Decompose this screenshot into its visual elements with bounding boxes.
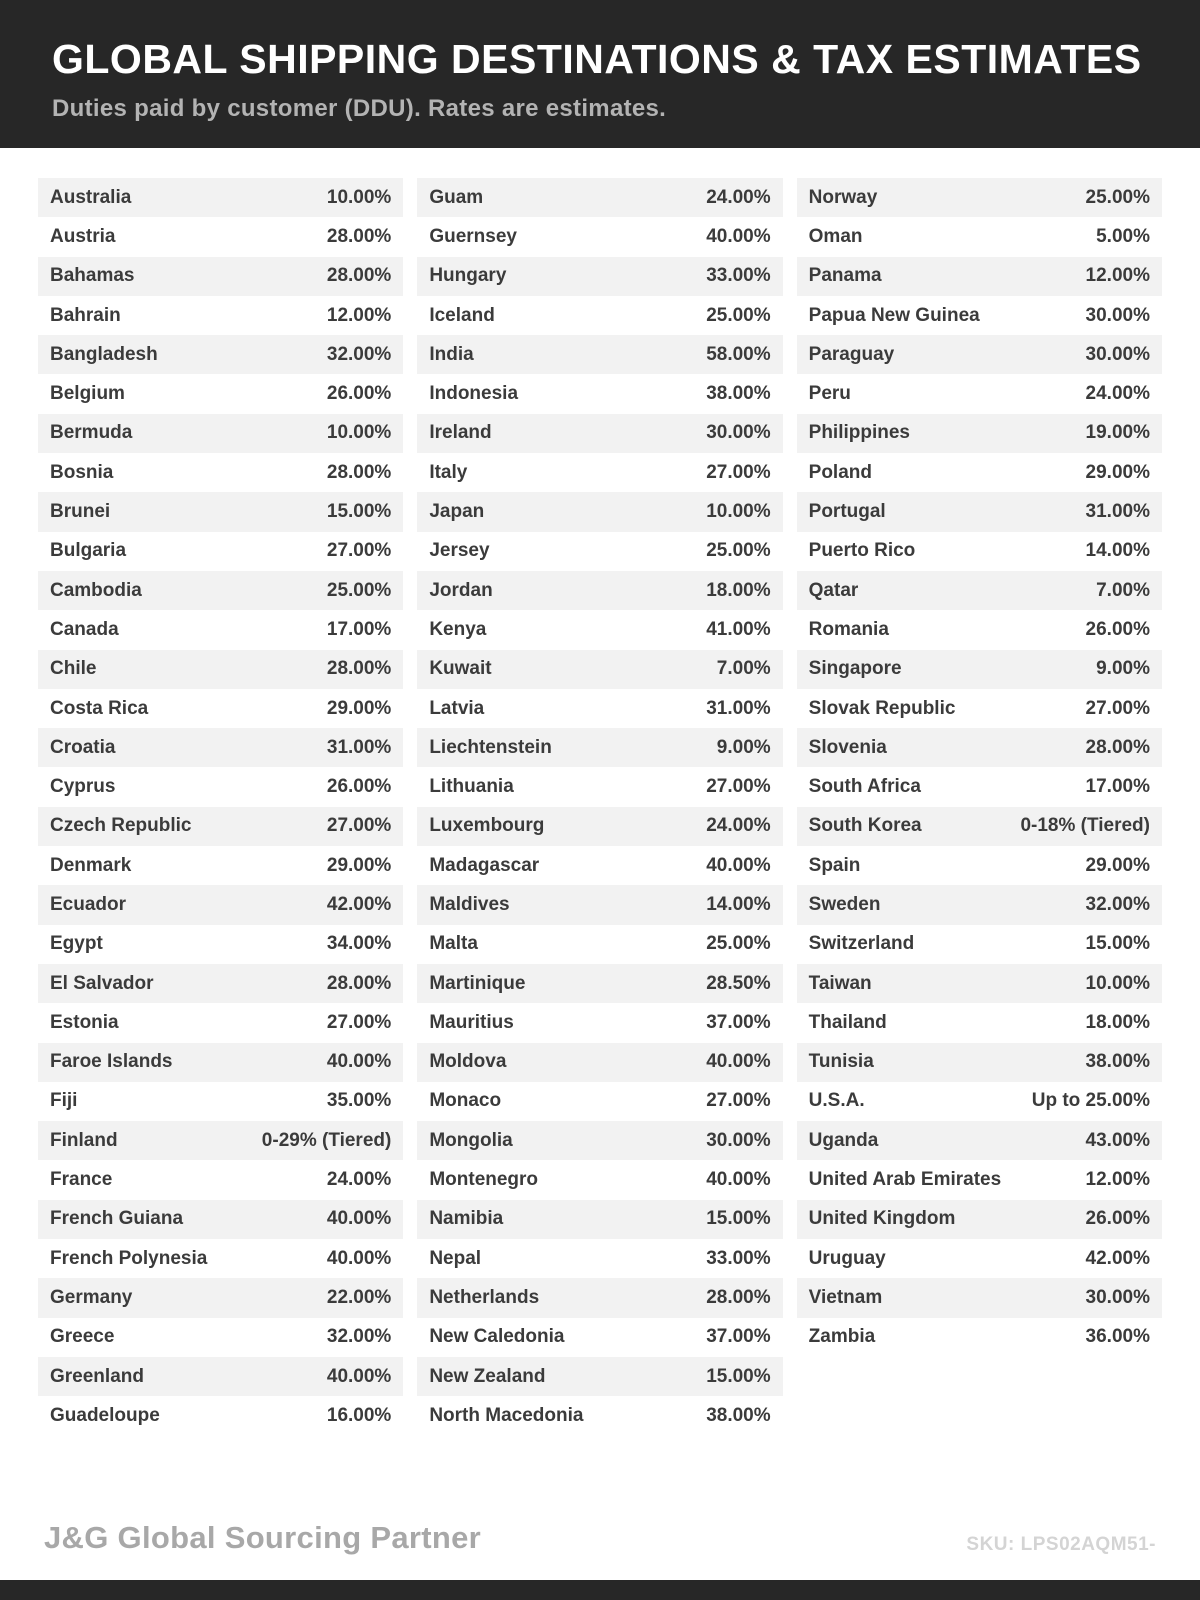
table-row — [417, 1121, 782, 1160]
table-row — [38, 1200, 403, 1239]
tax-rate: 29.00% — [326, 854, 392, 876]
country-name: Singapore — [808, 658, 902, 680]
country-name: El Salvador — [50, 972, 154, 994]
country-name: South Africa — [808, 776, 921, 798]
tax-rate: 25.00% — [706, 304, 771, 326]
tax-rate: 26.00% — [1085, 1208, 1150, 1230]
tax-rate: 9.00% — [1096, 658, 1150, 680]
country-name: Costa Rica — [50, 697, 149, 719]
country-name: Cambodia — [50, 579, 142, 601]
tax-rate: 14.00% — [706, 893, 771, 915]
country-name: Brunei — [50, 501, 111, 523]
table-row — [38, 1160, 403, 1199]
table-row — [38, 257, 403, 296]
country-name: Paraguay — [808, 343, 895, 365]
table-row — [38, 296, 403, 335]
table-row — [38, 492, 403, 531]
tax-rate: 17.00% — [1085, 776, 1150, 798]
tax-rate: 40.00% — [706, 854, 771, 876]
table-row — [797, 767, 1162, 806]
country-name: Montenegro — [429, 1169, 539, 1191]
country-name: Germany — [50, 1286, 133, 1308]
tax-rate: 30.00% — [1085, 1286, 1150, 1308]
country-name: French Polynesia — [50, 1247, 208, 1269]
tax-rate: 26.00% — [326, 383, 392, 405]
country-name: North Macedonia — [429, 1404, 584, 1426]
bottom-bar — [0, 1580, 1200, 1600]
tax-rate: 24.00% — [326, 1169, 392, 1191]
country-name: Faroe Islands — [50, 1051, 173, 1073]
country-name: French Guiana — [50, 1208, 184, 1230]
table-row — [38, 1003, 403, 1042]
tax-rate: 28.00% — [326, 265, 392, 287]
tax-rate: 22.00% — [326, 1286, 392, 1308]
country-name: New Zealand — [429, 1365, 546, 1387]
tax-rate: 12.00% — [326, 304, 392, 326]
table-row — [797, 885, 1162, 924]
tax-rate: 27.00% — [706, 461, 771, 483]
country-name: Spain — [808, 854, 861, 876]
tax-rate: 10.00% — [326, 186, 392, 208]
rate-column — [417, 178, 782, 1436]
country-name: Madagascar — [429, 854, 540, 876]
tax-rate: 28.00% — [326, 972, 392, 994]
rate-column — [38, 178, 403, 1436]
table-row — [38, 1043, 403, 1082]
tax-rate: 7.00% — [1096, 579, 1150, 601]
tax-rate: 40.00% — [326, 1365, 392, 1387]
country-name: Czech Republic — [50, 815, 192, 837]
tax-rate: 40.00% — [706, 225, 771, 247]
country-name: Portugal — [808, 501, 886, 523]
table-row — [797, 964, 1162, 1003]
tax-rate: 31.00% — [1085, 501, 1150, 523]
table-row — [417, 178, 782, 217]
tax-rate: 25.00% — [1085, 186, 1150, 208]
table-row — [417, 1160, 782, 1199]
table-row — [797, 1043, 1162, 1082]
table-row — [417, 925, 782, 964]
country-name: Greece — [50, 1326, 115, 1348]
table-row — [417, 807, 782, 846]
country-name: Ecuador — [50, 893, 127, 915]
table-row — [417, 728, 782, 767]
country-name: Nepal — [429, 1247, 482, 1269]
table-row — [797, 296, 1162, 335]
page-title: GLOBAL SHIPPING DESTINATIONS & TAX ESTIMATES — [52, 36, 1142, 82]
country-name: Greenland — [50, 1365, 144, 1387]
tax-rate: 37.00% — [706, 1011, 771, 1033]
table-row — [797, 1160, 1162, 1199]
tax-rate: 28.00% — [706, 1286, 771, 1308]
tax-rate: 28.00% — [326, 461, 392, 483]
table-row — [38, 532, 403, 571]
country-name: Moldova — [429, 1051, 507, 1073]
table-row — [38, 689, 403, 728]
tax-rate: 16.00% — [326, 1404, 392, 1426]
country-name: Namibia — [429, 1208, 504, 1230]
country-name: Egypt — [50, 933, 103, 955]
table-row — [797, 728, 1162, 767]
table-row — [38, 728, 403, 767]
table-row — [38, 650, 403, 689]
tax-rate: 15.00% — [706, 1208, 771, 1230]
tax-rate: 9.00% — [716, 736, 771, 758]
country-name: Bahamas — [50, 265, 135, 287]
tax-rate: 12.00% — [1085, 265, 1150, 287]
tax-rate: 29.00% — [1085, 854, 1150, 876]
country-name: Monaco — [429, 1090, 502, 1112]
country-name: Maldives — [429, 893, 510, 915]
country-name: Lithuania — [429, 776, 514, 798]
rates-table — [0, 148, 1200, 1436]
tax-rate: 27.00% — [1085, 697, 1150, 719]
country-name: Kuwait — [429, 658, 492, 680]
table-row — [38, 374, 403, 413]
table-row — [417, 217, 782, 256]
country-name: Switzerland — [808, 933, 915, 955]
country-name: Slovak Republic — [808, 697, 956, 719]
table-row — [797, 650, 1162, 689]
tax-rate: 40.00% — [326, 1208, 392, 1230]
footer — [44, 1520, 1156, 1556]
country-name: Papua New Guinea — [808, 304, 980, 326]
tax-rate: 32.00% — [326, 1326, 392, 1348]
tax-rate: 31.00% — [326, 736, 392, 758]
tax-rate: 58.00% — [706, 343, 771, 365]
country-name: Norway — [808, 186, 878, 208]
table-row — [797, 1121, 1162, 1160]
tax-rate: 42.00% — [326, 893, 392, 915]
table-row — [38, 925, 403, 964]
country-name: Japan — [429, 501, 485, 523]
tax-rate: 30.00% — [706, 422, 771, 444]
country-name: Estonia — [50, 1011, 119, 1033]
country-name: Oman — [808, 225, 863, 247]
tax-rate: 24.00% — [706, 186, 771, 208]
country-name: Hungary — [429, 265, 507, 287]
country-name: Finland — [50, 1129, 118, 1151]
tax-rate: 41.00% — [706, 618, 771, 640]
tax-rate: 19.00% — [1085, 422, 1150, 444]
table-row — [417, 1278, 782, 1317]
tax-rate: 17.00% — [326, 618, 392, 640]
table-row — [797, 1278, 1162, 1317]
country-name: Uruguay — [808, 1247, 886, 1269]
country-name: Sweden — [808, 893, 881, 915]
tax-rate: 5.00% — [1096, 225, 1150, 247]
table-row — [38, 846, 403, 885]
country-name: Guadeloupe — [50, 1404, 160, 1426]
tax-rate: 32.00% — [1085, 893, 1150, 915]
country-name: Bosnia — [50, 461, 114, 483]
country-name: Indonesia — [429, 383, 519, 405]
country-name: France — [50, 1169, 113, 1191]
tax-rate: 14.00% — [1085, 540, 1150, 562]
tax-rate: 32.00% — [326, 343, 392, 365]
table-row — [797, 1082, 1162, 1121]
tax-rate: 27.00% — [706, 1090, 771, 1112]
table-row — [417, 1396, 782, 1435]
country-name: Peru — [808, 383, 851, 405]
table-row — [417, 571, 782, 610]
table-row — [38, 885, 403, 924]
tax-rate: 36.00% — [1085, 1326, 1150, 1348]
table-row — [38, 335, 403, 374]
country-name: Martinique — [429, 972, 526, 994]
table-row — [417, 1043, 782, 1082]
country-name: Latvia — [429, 697, 485, 719]
country-name: Bangladesh — [50, 343, 158, 365]
country-name: Fiji — [50, 1090, 78, 1112]
tax-rate: 25.00% — [706, 540, 771, 562]
tax-rate: 28.00% — [1085, 736, 1150, 758]
tax-rate: 12.00% — [1085, 1169, 1150, 1191]
country-name: Mauritius — [429, 1011, 514, 1033]
table-row — [797, 217, 1162, 256]
table-row — [38, 1082, 403, 1121]
table-row — [417, 335, 782, 374]
tax-rate: 27.00% — [326, 540, 392, 562]
tax-rate: 33.00% — [706, 265, 771, 287]
country-name: Jordan — [429, 579, 493, 601]
table-row — [417, 257, 782, 296]
table-row — [797, 807, 1162, 846]
tax-rate: 40.00% — [326, 1247, 392, 1269]
tax-rate: 34.00% — [326, 933, 392, 955]
table-row — [797, 374, 1162, 413]
table-row — [417, 492, 782, 531]
tax-rate: 27.00% — [706, 776, 771, 798]
tax-rate: 38.00% — [1085, 1051, 1150, 1073]
country-name: South Korea — [808, 815, 922, 837]
country-name: Luxembourg — [429, 815, 545, 837]
tax-rate: 37.00% — [706, 1326, 771, 1348]
tax-rate: 40.00% — [706, 1051, 771, 1073]
country-name: Zambia — [808, 1326, 876, 1348]
tax-rate: 35.00% — [326, 1090, 392, 1112]
table-row — [797, 689, 1162, 728]
table-row — [38, 1278, 403, 1317]
country-name: Chile — [50, 658, 97, 680]
table-row — [417, 414, 782, 453]
table-row — [38, 1121, 403, 1160]
tax-rate: 18.00% — [706, 579, 771, 601]
country-name: Taiwan — [808, 972, 872, 994]
tax-rate: 25.00% — [326, 579, 392, 601]
tax-rate: 28.00% — [326, 225, 392, 247]
table-row — [797, 925, 1162, 964]
country-name: Netherlands — [429, 1286, 540, 1308]
country-name: Iceland — [429, 304, 495, 326]
table-row — [797, 414, 1162, 453]
tax-rate: 25.00% — [706, 933, 771, 955]
table-row — [38, 414, 403, 453]
country-name: Poland — [808, 461, 872, 483]
table-row — [38, 217, 403, 256]
table-row — [38, 453, 403, 492]
country-name: Uganda — [808, 1129, 879, 1151]
table-row — [797, 492, 1162, 531]
table-row — [797, 1200, 1162, 1239]
country-name: United Kingdom — [808, 1208, 956, 1230]
table-row — [417, 1003, 782, 1042]
brand-name: J&G Global Sourcing Partner — [44, 1520, 482, 1555]
tax-rate: Up to 25.00% — [1031, 1090, 1150, 1112]
country-name: Austria — [50, 225, 116, 247]
tax-rate: 38.00% — [706, 1404, 771, 1426]
table-row — [38, 571, 403, 610]
country-name: Mongolia — [429, 1129, 513, 1151]
country-name: Puerto Rico — [808, 540, 916, 562]
country-name: Ireland — [429, 422, 492, 444]
table-row — [417, 296, 782, 335]
tax-rate: 40.00% — [326, 1051, 392, 1073]
country-name: Denmark — [50, 854, 132, 876]
table-row — [417, 885, 782, 924]
table-row — [38, 1357, 403, 1396]
country-name: Qatar — [808, 579, 859, 601]
tax-rate: 10.00% — [1085, 972, 1150, 994]
country-name: Croatia — [50, 736, 116, 758]
tax-rate: 15.00% — [326, 501, 392, 523]
country-name: Malta — [429, 933, 478, 955]
country-name: Canada — [50, 618, 119, 640]
table-row — [417, 374, 782, 413]
table-row — [417, 453, 782, 492]
table-row — [797, 1239, 1162, 1278]
table-row — [417, 532, 782, 571]
country-name: U.S.A. — [808, 1090, 865, 1112]
tax-rate: 24.00% — [1085, 383, 1150, 405]
country-name: Guam — [429, 186, 484, 208]
country-name: Panama — [808, 265, 882, 287]
table-row — [38, 1318, 403, 1357]
country-name: Vietnam — [808, 1286, 883, 1308]
header — [0, 0, 1200, 148]
table-row — [797, 846, 1162, 885]
tax-rate: 30.00% — [1085, 343, 1150, 365]
table-row — [797, 178, 1162, 217]
tax-rate: 10.00% — [326, 422, 392, 444]
tax-rate: 28.00% — [326, 658, 392, 680]
country-name: Romania — [808, 618, 889, 640]
table-row — [417, 1239, 782, 1278]
table-row — [417, 846, 782, 885]
country-name: Philippines — [808, 422, 911, 444]
table-row — [38, 1239, 403, 1278]
tax-rate: 26.00% — [326, 776, 392, 798]
table-row — [797, 1318, 1162, 1357]
country-name: Cyprus — [50, 776, 116, 798]
tax-rate: 0-29% (Tiered) — [261, 1129, 392, 1151]
page-subtitle: Duties paid by customer (DDU). Rates are estimates. — [52, 95, 667, 123]
tax-rate: 30.00% — [1085, 304, 1150, 326]
tax-rate: 18.00% — [1085, 1011, 1150, 1033]
country-name: Bahrain — [50, 304, 121, 326]
tax-rate: 15.00% — [1085, 933, 1150, 955]
table-row — [417, 767, 782, 806]
table-row — [38, 178, 403, 217]
tax-rate: 7.00% — [716, 658, 771, 680]
tax-rate: 27.00% — [326, 1011, 392, 1033]
tax-rate: 28.50% — [706, 972, 771, 994]
tax-rate: 30.00% — [706, 1129, 771, 1151]
tax-rate: 38.00% — [706, 383, 771, 405]
country-name: Bulgaria — [50, 540, 127, 562]
tax-rate: 29.00% — [326, 697, 392, 719]
country-name: United Arab Emirates — [808, 1169, 1002, 1191]
table-row — [417, 1357, 782, 1396]
tax-rate: 42.00% — [1085, 1247, 1150, 1269]
table-row — [797, 571, 1162, 610]
country-name: Kenya — [429, 618, 487, 640]
table-row — [38, 610, 403, 649]
tax-rate: 10.00% — [706, 501, 771, 523]
country-name: New Caledonia — [429, 1326, 565, 1348]
table-row — [38, 1396, 403, 1435]
rate-column — [797, 178, 1162, 1357]
tax-rate: 33.00% — [706, 1247, 771, 1269]
table-row — [417, 650, 782, 689]
table-row — [797, 610, 1162, 649]
tax-rate: 24.00% — [706, 815, 771, 837]
table-row — [797, 532, 1162, 571]
sku-label: SKU: LPS02AQM51- — [966, 1534, 1156, 1555]
country-name: Australia — [50, 186, 132, 208]
country-name: Tunisia — [808, 1051, 874, 1073]
table-row — [417, 689, 782, 728]
tax-rate: 40.00% — [706, 1169, 771, 1191]
country-name: India — [429, 343, 474, 365]
tax-rate: 29.00% — [1085, 461, 1150, 483]
tax-rate: 43.00% — [1085, 1129, 1150, 1151]
table-row — [38, 767, 403, 806]
table-row — [797, 453, 1162, 492]
tax-rate: 0-18% (Tiered) — [1020, 815, 1150, 837]
country-name: Liechtenstein — [429, 736, 552, 758]
table-row — [38, 964, 403, 1003]
table-row — [417, 610, 782, 649]
tax-rate: 27.00% — [326, 815, 392, 837]
country-name: Jersey — [429, 540, 490, 562]
table-row — [417, 1200, 782, 1239]
table-row — [417, 1082, 782, 1121]
table-row — [797, 1003, 1162, 1042]
country-name: Belgium — [50, 383, 125, 405]
tax-rate: 26.00% — [1085, 618, 1150, 640]
table-row — [797, 257, 1162, 296]
tax-rate: 15.00% — [706, 1365, 771, 1387]
table-row — [38, 807, 403, 846]
country-name: Slovenia — [808, 736, 887, 758]
country-name: Guernsey — [429, 225, 517, 247]
country-name: Bermuda — [50, 422, 133, 444]
table-row — [417, 964, 782, 1003]
table-row — [797, 335, 1162, 374]
table-row — [417, 1318, 782, 1357]
tax-rate: 31.00% — [706, 697, 771, 719]
country-name: Italy — [429, 461, 468, 483]
country-name: Thailand — [808, 1011, 887, 1033]
